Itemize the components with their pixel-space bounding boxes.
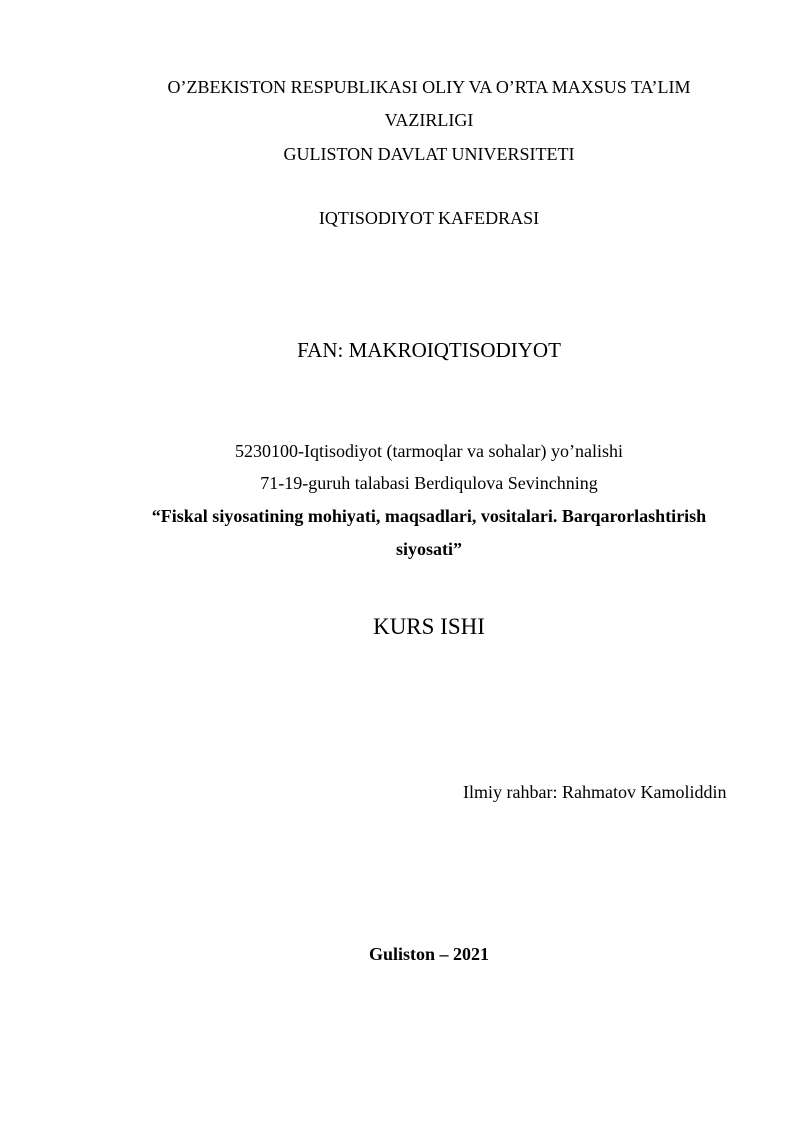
supervisor-info: Ilmiy rahbar: Rahmatov Kamoliddin [463, 782, 727, 802]
work-title-line2: siyosati” [395, 539, 462, 559]
ministry-name-line1: O’ZBEKISTON RESPUBLIKASI OLIY VA O’RTA MAXSUS TA’LIM [167, 77, 691, 97]
subject-title: FAN: MAKROIQTISODIYOT [297, 338, 561, 362]
student-info: 71-19-guruh talabasi Berdiqulova Sevinchning [260, 473, 598, 493]
work-title-line1: “Fiskal siyosatining mohiyati, maqsadlari, vositalari. Barqarorlashtirish [151, 506, 707, 526]
department-name: IQTISODIYOT KAFEDRASI [318, 208, 540, 228]
work-type-heading: KURS ISHI [373, 614, 485, 639]
ministry-name-line2: VAZIRLIGI [384, 110, 474, 130]
university-name: GULISTON DAVLAT UNIVERSITETI [283, 144, 575, 164]
study-direction: 5230100-Iqtisodiyot (tarmoqlar va sohalar) yo’nalishi [235, 441, 623, 461]
city-year: Guliston – 2021 [368, 944, 490, 964]
